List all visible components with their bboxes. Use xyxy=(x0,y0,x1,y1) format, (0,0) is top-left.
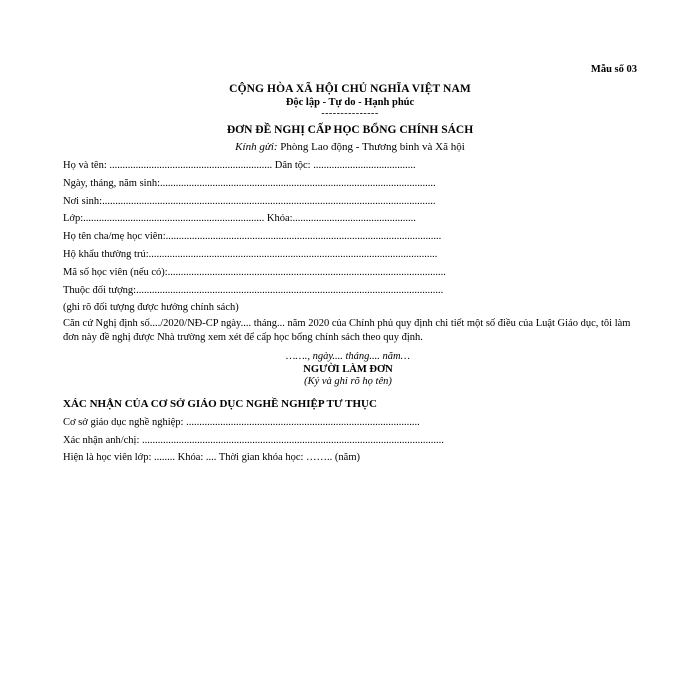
national-motto: Độc lập - Tự do - Hạnh phúc xyxy=(285,97,415,108)
field-class-course: Lớp:..................................................................... Khóa:............................................... xyxy=(63,213,416,225)
confirmation-title: XÁC NHẬN CỦA CƠ SỞ GIÁO DỤC NGHỀ NGHIỆP TƯ THỤC xyxy=(63,398,377,410)
field-beneficiary-group: Thuộc đối tượng:..................................................................................................................... xyxy=(63,284,444,296)
field-current-class: Hiện là học viên lớp: ........ Khóa: .... Thời gian khóa học: …….. (năm) xyxy=(63,452,360,463)
beneficiary-note: (ghi rõ đối tượng được hưởng chính sách) xyxy=(63,302,239,314)
addressee-line xyxy=(0,141,700,153)
field-institution: Cơ sở giáo dục nghề nghiệp: ......................................................................................... xyxy=(63,417,420,428)
confirmation-fields xyxy=(63,414,643,467)
field-place-of-birth: Nơi sinh:............................................................................................................................... xyxy=(63,195,436,207)
applicant-fields xyxy=(63,157,643,316)
field-confirm-person: Xác nhận anh/chị: ................................................................................................................... xyxy=(63,434,444,446)
signature-title: NGƯỜI LÀM ĐƠN xyxy=(303,363,393,375)
field-date-of-birth: Ngày, tháng, năm sinh:......................................................................................................... xyxy=(63,177,436,189)
legal-basis-paragraph: Căn cứ Nghị định số..../2020/NĐ-CP ngày.... tháng... năm 2020 của Chính phủ quy định chi tiết một số điều của Luật Giáo dục, tôi làm đơn này đề nghị được Nhà trường xem xét để cấp học bổng chính sách theo quy định. xyxy=(63,318,631,343)
national-header xyxy=(0,83,700,118)
addressee-label: Kính gửi: xyxy=(235,141,278,153)
form-title: ĐƠN ĐỀ NGHỊ CẤP HỌC BỔNG CHÍNH SÁCH xyxy=(226,124,474,136)
addressee-value: Phòng Lao động - Thương binh và Xã hội xyxy=(280,141,465,153)
field-name-ethnicity: Họ và tên: .............................................................. Dân tộc: ....................................... xyxy=(63,160,416,171)
signature-block xyxy=(228,351,468,389)
form-code: Mẫu số 03 xyxy=(590,64,637,75)
field-parent-name: Họ tên cha/mẹ học viên:......................................................................................................... xyxy=(63,231,442,243)
nation-name: CỘNG HÒA XÃ HỘI CHỦ NGHĨA VIỆT NAM xyxy=(229,83,471,95)
signature-note: (Ký và ghi rõ họ tên) xyxy=(304,376,392,387)
header-divider: --------------- xyxy=(321,108,379,119)
signature-date-line: ……., ngày.... tháng.... năm… xyxy=(286,351,410,362)
field-student-id: Mã số học viên (nếu có):.......................................................................................................... xyxy=(63,266,446,278)
field-permanent-residence: Hộ khẩu thường trú:.............................................................................................................. xyxy=(63,248,438,260)
